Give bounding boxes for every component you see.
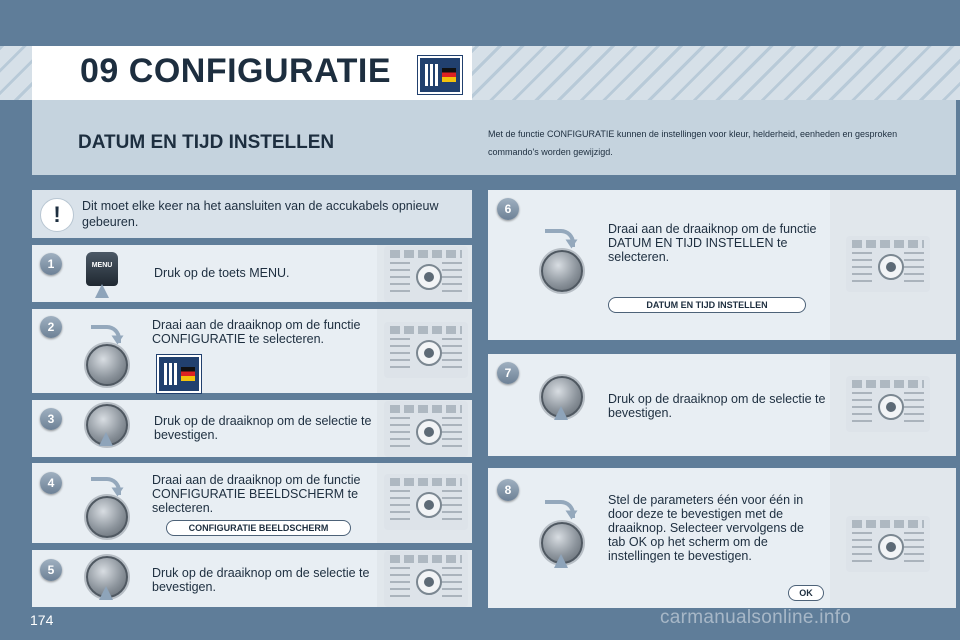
step-text: Druk op de draaiknop om de selectie te bevestigen. <box>152 566 370 594</box>
step-text: Druk op de draaiknop om de selectie te bevestigen. <box>154 414 372 442</box>
step-6-panel <box>488 190 830 340</box>
configuration-icon <box>157 355 201 393</box>
page-title: 09 CONFIGURATIE <box>80 52 392 90</box>
device-icon <box>846 516 930 572</box>
step-number: 4 <box>40 472 62 494</box>
intro-text: Met de functie CONFIGURATIE kunnen de instellingen voor kleur, helderheid, eenheden en gesproken commando's worden gewijzigd. <box>488 129 898 157</box>
device-icon <box>846 376 930 432</box>
screen-option-label: DATUM EN TIJD INSTELLEN <box>608 297 806 313</box>
menu-key-icon: MENU <box>86 252 118 286</box>
step-number: 7 <box>497 362 519 384</box>
ok-tab-label: OK <box>788 585 824 601</box>
step-text: Draai aan de draaiknop om de functie CONFIGURATIE te selecteren. <box>152 318 361 346</box>
arrow-up-icon <box>99 432 113 446</box>
step-number: 5 <box>40 559 62 581</box>
device-icon <box>384 474 468 530</box>
step-number: 3 <box>40 408 62 430</box>
step-text: Druk op de toets MENU. <box>154 266 290 280</box>
arrow-up-icon <box>99 586 113 600</box>
exclamation-icon: ! <box>40 198 74 232</box>
knob-icon <box>86 344 128 386</box>
step-number: 8 <box>497 479 519 501</box>
section-title: DATUM EN TIJD INSTELLEN <box>78 132 335 153</box>
arrow-head-icon <box>566 240 578 249</box>
configuration-icon <box>418 56 462 94</box>
device-icon <box>384 246 468 302</box>
screen-option-label: CONFIGURATIE BEELDSCHERM <box>166 520 351 536</box>
watermark: carmanualsonline.info <box>660 607 852 628</box>
knob-icon <box>86 496 128 538</box>
arrow-up-icon <box>554 406 568 420</box>
step-text: Stel de parameters één voor één in door deze te bevestigen met de draaiknop. Selecteer vervolgens de tab OK op het scherm om de instellingen te bevestigen. <box>608 493 804 563</box>
device-icon <box>384 401 468 457</box>
step-text: Druk op de draaiknop om de selectie te bevestigen. <box>608 392 826 420</box>
device-icon <box>384 322 468 378</box>
step-number: 6 <box>497 198 519 220</box>
step-text: Draai aan de draaiknop om de functie CONFIGURATIE BEELDSCHERM te selecteren. <box>152 473 361 515</box>
arrow-up-icon <box>95 284 109 298</box>
knob-icon <box>541 250 583 292</box>
step-number: 1 <box>40 253 62 275</box>
device-icon <box>846 236 930 292</box>
warning-text: Dit moet elke keer na het aansluiten van de accukabels opnieuw gebeuren. <box>82 199 439 229</box>
arrow-up-icon <box>554 554 568 568</box>
page-number: 174 <box>30 612 54 628</box>
arrow-head-icon <box>112 336 124 345</box>
step-number: 2 <box>40 316 62 338</box>
arrow-head-icon <box>112 488 124 497</box>
device-icon <box>384 551 468 607</box>
arrow-head-icon <box>566 511 578 520</box>
step-text: Draai aan de draaiknop om de functie DATUM EN TIJD INSTELLEN te selecteren. <box>608 222 817 264</box>
